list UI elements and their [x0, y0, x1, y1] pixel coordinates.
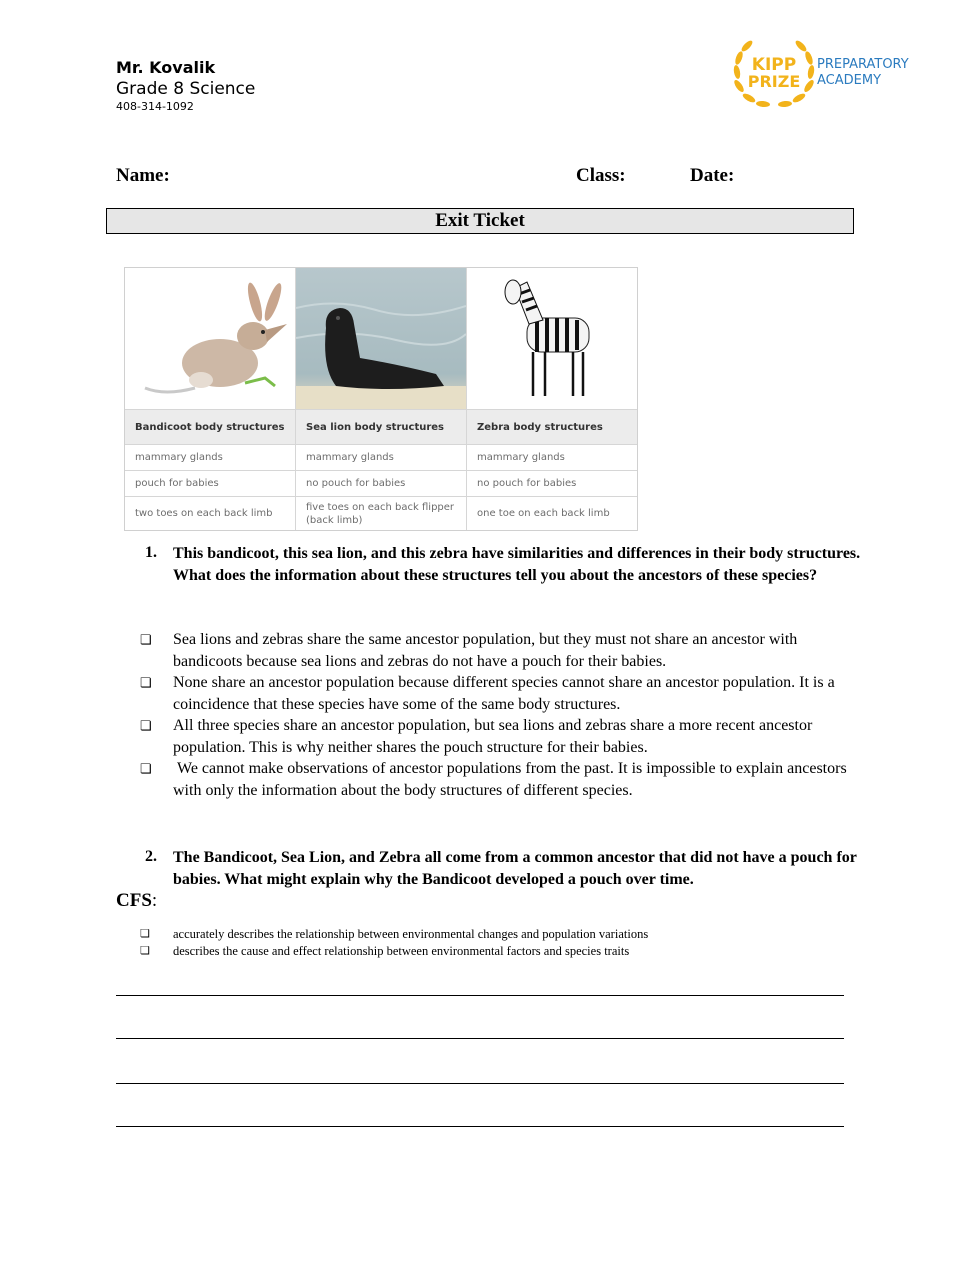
cfs-label — [116, 890, 157, 912]
logo-line-academy: ACADEMY — [817, 73, 882, 88]
sea-lion-image — [296, 268, 466, 409]
table-cell: mammary glands — [477, 452, 565, 463]
question-1-text: This bandicoot, this sea lion, and this zebra have similarities and differences in their body structures. What does the information about these structures tell you about the ancestors of these species? — [173, 545, 861, 584]
checkbox-icon[interactable]: ❏ — [140, 675, 152, 690]
answer-option-d[interactable] — [140, 758, 870, 801]
date-label: Date: — [690, 165, 735, 186]
cfs-label-text: CFS — [116, 890, 152, 911]
checkbox-icon[interactable]: ❏ — [140, 718, 152, 733]
option-text: Sea lions and zebras share the same ancestor population, but they must not share an ancestor with bandicoots because sea lions and zebras do not have a pouch for their babies. — [173, 631, 798, 670]
cfs-criterion[interactable] — [140, 926, 648, 942]
name-label: Name: — [116, 165, 170, 186]
bandicoot-image — [125, 268, 295, 409]
cfs-criterion[interactable] — [140, 943, 629, 959]
question-1-number: 1. — [145, 544, 157, 561]
teacher-name: Mr. Kovalik — [116, 58, 216, 77]
option-text: We cannot make observations of ancestor populations from the past. It is impossible to explain ancestors with only the information about the body structures of different species. — [173, 760, 851, 799]
class-label: Class: — [576, 165, 626, 186]
answer-option-b[interactable] — [140, 672, 870, 715]
answer-option-c[interactable] — [140, 715, 870, 758]
zebra-image — [467, 268, 637, 409]
table-cell: five toes on each back flipper (back limb) — [306, 501, 455, 526]
table-cell: no pouch for babies — [477, 478, 577, 489]
table-cell: mammary glands — [135, 452, 223, 463]
checkbox-icon[interactable]: ❏ — [140, 632, 152, 647]
table-cell: pouch for babies — [135, 478, 219, 489]
table-cell: two toes on each back limb — [135, 508, 273, 519]
table-header-zebra: Zebra body structures — [467, 410, 637, 444]
table-cell: mammary glands — [306, 452, 394, 463]
answer-line[interactable] — [116, 995, 844, 996]
logo-word-prize: PRIZE — [747, 72, 801, 91]
exit-ticket-title: Exit Ticket — [106, 208, 854, 234]
logo-line-preparatory: PREPARATORY — [817, 57, 909, 72]
table-cell: one toe on each back limb — [477, 508, 610, 519]
question-2-text: The Bandicoot, Sea Lion, and Zebra all come from a common ancestor that did not have a pouch for babies. What might explain why the Bandicoot developed a pouch over time. — [173, 849, 857, 888]
question-2-number: 2. — [145, 848, 157, 865]
logo-word-kipp: KIPP — [751, 55, 797, 75]
kipp-prize-logo — [727, 32, 927, 112]
answer-line[interactable] — [116, 1126, 844, 1127]
cfs-colon: : — [151, 890, 158, 911]
table-header-bandicoot: Bandicoot body structures — [125, 410, 295, 444]
cfs-criterion-text: accurately describes the relationship between environmental changes and population variations — [173, 927, 649, 941]
option-text: All three species share an ancestor population, but sea lions and zebras share a more recent ancestor population. This is why neither shares the pouch structure for their babies. — [173, 717, 813, 756]
checkbox-icon[interactable]: ❏ — [140, 761, 152, 776]
course-name: Grade 8 Science — [116, 79, 256, 99]
cfs-criterion-text: describes the cause and effect relationship between environmental factors and species traits — [173, 944, 630, 958]
species-comparison-figure — [124, 267, 638, 531]
checkbox-icon[interactable]: ❏ — [140, 928, 150, 940]
answer-line[interactable] — [116, 1083, 844, 1084]
teacher-phone: 408-314-1092 — [116, 100, 194, 113]
table-cell: no pouch for babies — [306, 478, 406, 489]
answer-line[interactable] — [116, 1038, 844, 1039]
table-header-sea-lion: Sea lion body structures — [296, 410, 466, 444]
answer-option-a[interactable] — [140, 629, 870, 672]
checkbox-icon[interactable]: ❏ — [140, 945, 150, 957]
option-text: None share an ancestor population because different species cannot share an ancestor population. It is a coincidence that these species have some of the same body structures. — [173, 674, 835, 713]
teacher-info — [116, 58, 255, 114]
